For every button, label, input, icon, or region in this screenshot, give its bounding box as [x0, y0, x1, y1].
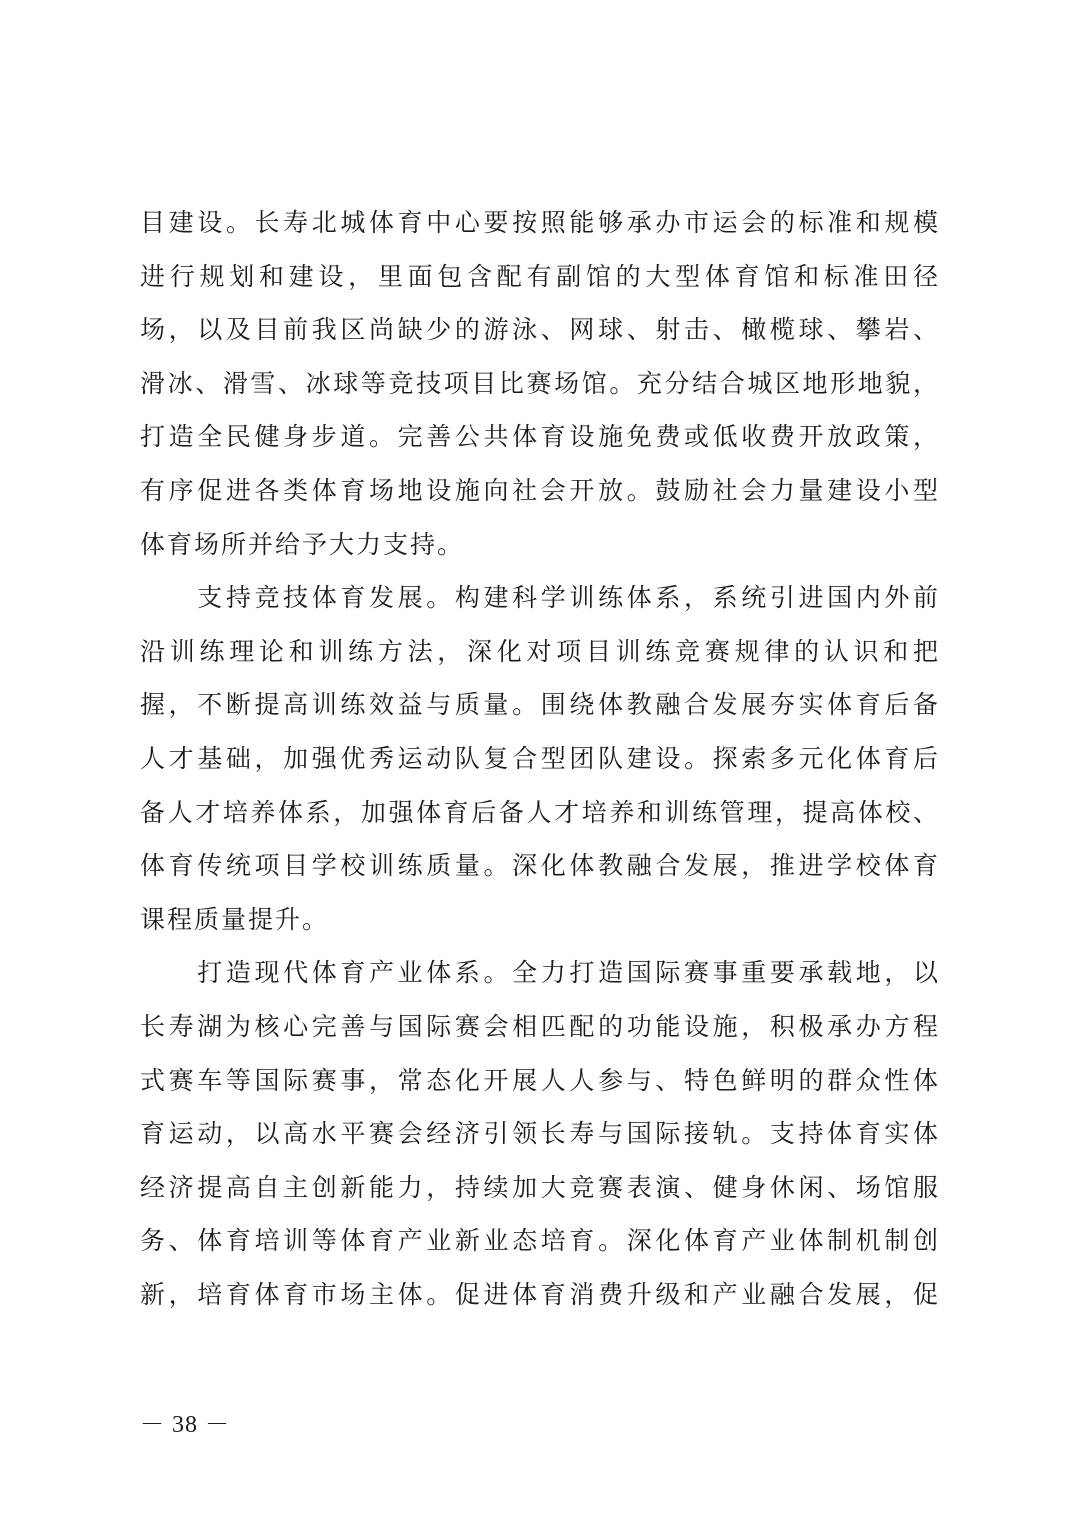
text-line: 场，以及目前我区尚缺少的游泳、网球、射击、橄榄球、攀岩、: [140, 315, 940, 345]
text-line: 经济提高自主创新能力，持续加大竞赛表演、健身休闲、场馆服: [140, 1172, 940, 1202]
page-number: － 38 －: [140, 1412, 230, 1438]
text-line: 目建设。长寿北城体育中心要按照能够承办市运会的标准和规模: [140, 208, 940, 237]
text-line: 打造现代体育产业体系。全力打造国际赛事重要承载地，以: [140, 958, 940, 988]
text-line: 长寿湖为核心完善与国际赛会相匹配的功能设施，积极承办方程: [140, 1011, 940, 1041]
text-line: 有序促进各类体育场地设施向社会开放。鼓励社会力量建设小型: [140, 475, 940, 505]
text-line: 备人才培养体系，加强体育后备人才培养和训练管理，提高体校、: [140, 797, 940, 827]
text-line: 课程质量提升。: [140, 904, 330, 934]
text-line: 沿训练理论和训练方法，深化对项目训练竞赛规律的认识和把: [140, 636, 940, 666]
text-line: 支持竞技体育发展。构建科学训练体系，系统引进国内外前: [140, 583, 940, 613]
text-line: 务、体育培训等体育产业新业态培育。深化体育产业体制机制创: [140, 1226, 940, 1256]
text-line: 握，不断提高训练效益与质量。围绕体教融合发展夯实体育后备: [140, 690, 940, 720]
body-text: [140, 196, 940, 1321]
text-line: 人才基础，加强优秀运动队复合型团队建设。探索多元化体育后: [140, 743, 940, 773]
text-line: 式赛车等国际赛事，常态化开展人人参与、特色鲜明的群众性体: [140, 1065, 940, 1095]
text-line: 育运动，以高水平赛会经济引领长寿与国际接轨。支持体育实体: [140, 1119, 940, 1149]
text-line: 进行规划和建设，里面包含配有副馆的大型体育馆和标准田径: [140, 261, 940, 291]
text-line: 新，培育体育市场主体。促进体育消费升级和产业融合发展，促: [140, 1279, 940, 1309]
text-line: 打造全民健身步道。完善公共体育设施免费或低收费开放政策，: [140, 422, 940, 452]
text-line: 体育场所并给予大力支持。: [140, 529, 465, 559]
text-line: 体育传统项目学校训练质量。深化体教融合发展，推进学校体育: [140, 851, 940, 881]
text-line: 滑冰、滑雪、冰球等竞技项目比赛场馆。充分结合城区地形地貌，: [140, 368, 940, 398]
